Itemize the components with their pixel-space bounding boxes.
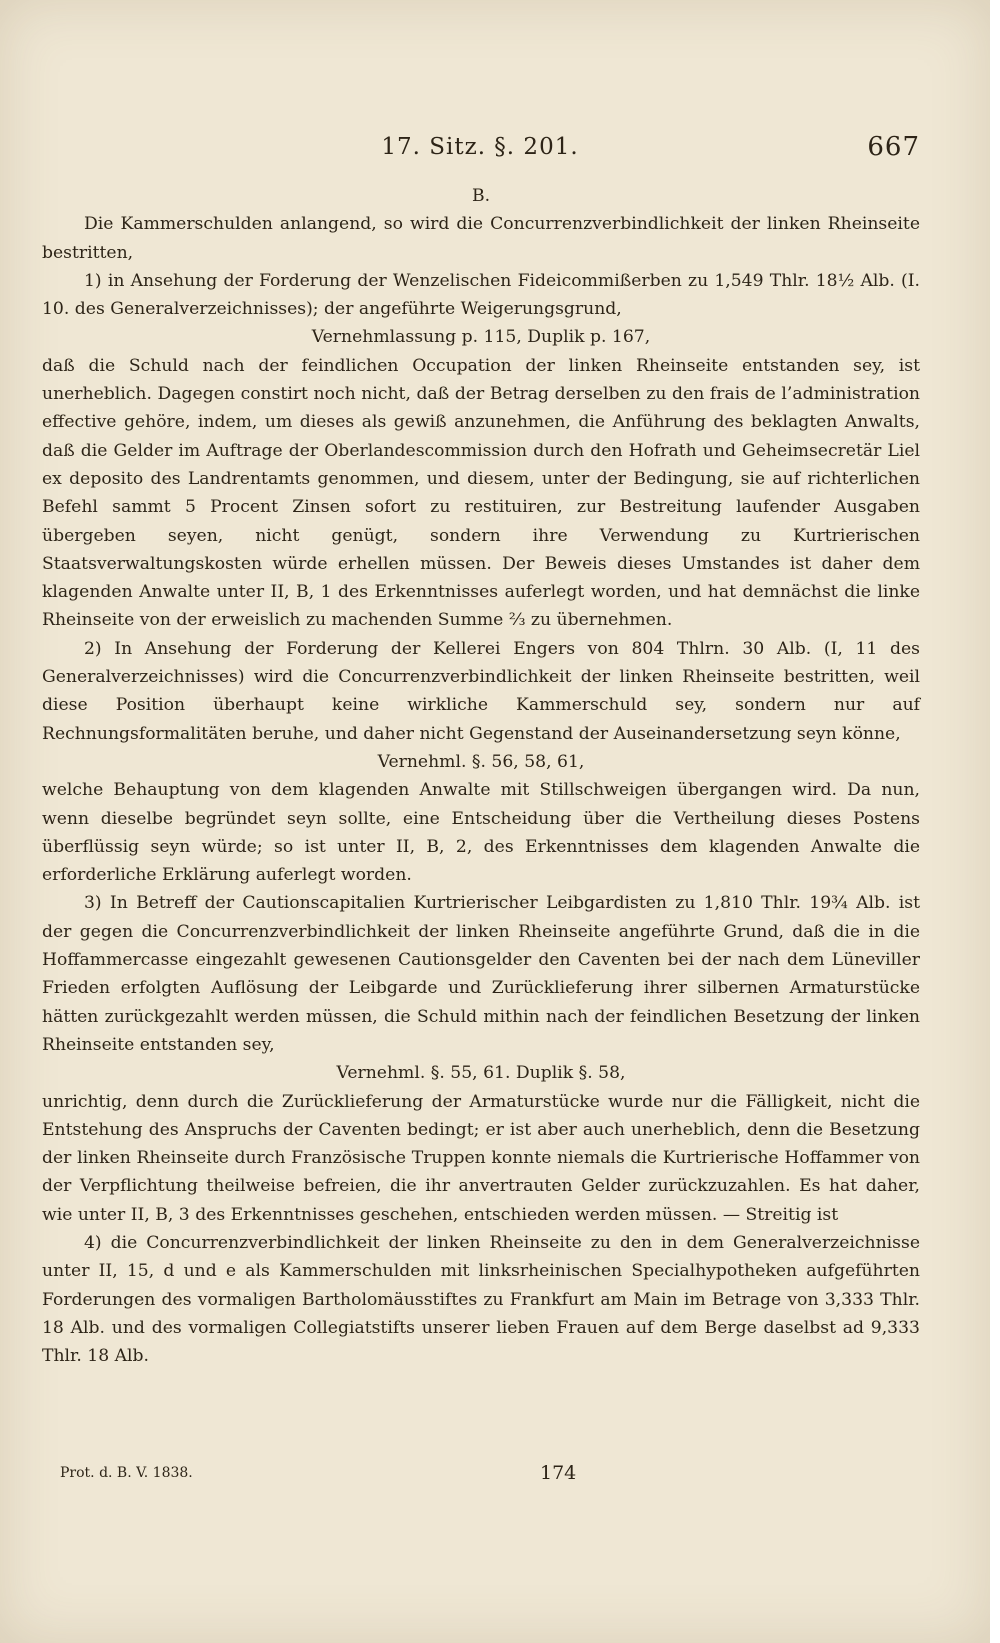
section-letter: B. — [471, 186, 491, 206]
intro-paragraph: Die Kammerschulden anlangend, so wird die Concurrenzverbindlichkeit der linken Rheinseite bestritten, — [42, 214, 920, 263]
document-body — [42, 182, 920, 1370]
item-3-paragraph: 3) In Betreff der Cautionscapitalien Kurtrierischer Leibgardisten zu 1,810 Thlr. 19¾ Alb. ist der gegen die Concurrenzverbindlichkeit der linken Rheinseite angeführte Grund, daß die in die Hoffammercasse eingezahlt gewesenen Cautionsgelder den Caventen bei der nach dem Lüneviller Frieden erfolgten Auflösung der Leibgarde und Zurücklieferung ihrer silbernen Armaturstücke hätten zurückgezahlt werden müssen, die Schuld mithin nach der feindlichen Besetzung der linken Rheinseite entstanden sey, — [42, 893, 920, 1055]
page-header — [40, 132, 920, 166]
page-footer — [60, 1462, 920, 1492]
item-2-paragraph: 2) In Ansehung der Forderung der Kellerei Engers von 804 Thlrn. 30 Alb. (I, 11 des Generalverzeichnisses) wird die Concurrenzverbindlichkeit der linken Rheinseite bestritten, weil diese Position überhaupt keine wirkliche Kammerschuld sey, sondern nur auf Rechnungsformalitäten beruhe, und daher nicht Gegenstand der Auseinandersetzung seyn könne, — [42, 638, 920, 744]
item-2-reference: Vernehml. §. 56, 58, 61, — [377, 751, 585, 772]
item-3-reference: Vernehml. §. 55, 61. Duplik §. 58, — [336, 1063, 626, 1084]
section-heading: 17. Sitz. §. 201. — [381, 134, 579, 160]
item-2-continuation: welche Behauptung von dem klagenden Anwalte mit Stillschweigen übergangen wird. Da nun, wenn dieselbe begründet seyn sollte, eine Entscheidung über die Vertheilung dieses Postens überflüssig seyn würde; so ist unter II, B, 2, des Erkenntnisses dem klagenden Anwalte die erforderliche Erklärung auferlegt worden. — [42, 780, 920, 886]
item-1-reference: Vernehmlassung p. 115, Duplik p. 167, — [311, 327, 651, 348]
protocol-reference: Prot. d. B. V. 1838. — [60, 1465, 193, 1481]
item-1-continuation: daß die Schuld nach der feindlichen Occupation der linken Rheinseite entstanden sey, ist unerheblich. Dagegen constirt noch nicht, daß der Betrag derselben zu den frais de l’administration effective gehöre, indem, um dieses als gewiß anzunehmen, die Anführung des beklagten Anwalts, daß die Gelder im Auftrage der Oberlandescommission durch den Hofrath und Geheimsecretär Liel ex deposito des Landrentamts genommen, und diesem, unter der Bedingung, sie auf richterlichen Befehl sammt 5 Procent Zinsen sofort zu restituiren, zur Bestreitung laufender Ausgaben übergeben seyen, nicht genügt, sondern ihre Verwendung zu Kurtrierischen Staatsverwaltungskosten würde erhellen müssen. Der Beweis dieses Umstandes ist daher dem klagenden Anwalte unter II, B, 1 des Erkenntnisses auferlegt worden, und hat demnächst die linke Rheinseite von der erweislich zu machenden Summe ⅔ zu übernehmen. — [42, 355, 920, 631]
signature-mark: 174 — [540, 1462, 577, 1484]
item-4-paragraph: 4) die Concurrenzverbindlichkeit der linken Rheinseite zu den in dem Generalverzeichnisse unter II, 15, d und e als Kammerschulden mit linksrheinischen Specialhypotheken aufgeführten Forderungen des vormaligen Bartholomäusstiftes zu Frankfurt am Main im Betrage von 3,333 Thlr. 18 Alb. und des vormaligen Collegiatstifts unserer lieben Frauen auf dem Berge daselbst ad 9,333 Thlr. 18 Alb. — [42, 1232, 920, 1367]
page-margin — [990, 0, 1000, 1643]
page-number: 667 — [867, 132, 920, 162]
item-3-continuation: unrichtig, denn durch die Zurücklieferung der Armaturstücke wurde nur die Fälligkeit, nicht die Entstehung des Anspruchs der Caventen bedingt; er ist aber auch unerheblich, denn die Besetzung der linken Rheinseite durch Französische Truppen konnte niemals die Kurtrierische Hoffammer von der Verpflichtung theilweise befreien, die ihr anvertrauten Gelder zurückzuzahlen. Es hat daher, wie unter II, B, 3 des Erkenntnisses geschehen, entschieden werden müssen. — Streitig ist — [42, 1091, 920, 1225]
item-1-paragraph: 1) in Ansehung der Forderung der Wenzelischen Fideicommißerben zu 1,549 Thlr. 18½ Alb. (I. 10. des Generalverzeichnisses); der angeführte Weigerungsgrund, — [42, 270, 920, 320]
